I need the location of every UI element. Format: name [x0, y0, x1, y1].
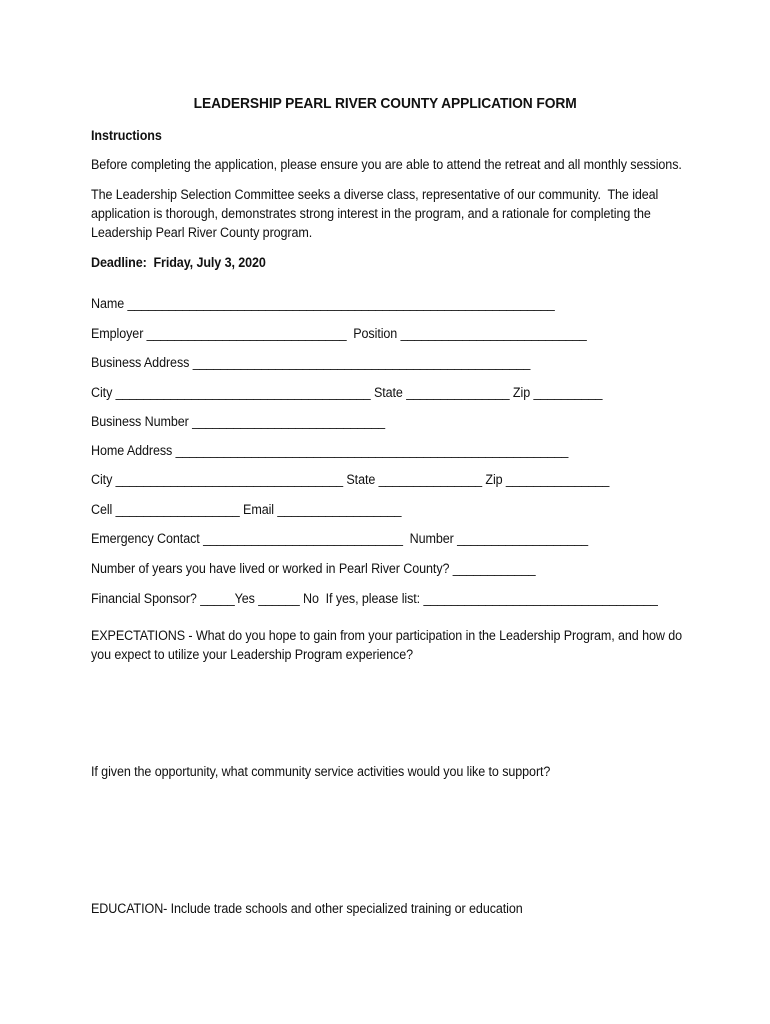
deadline: Deadline: Friday, July 3, 2020 — [91, 255, 266, 270]
business-address-field[interactable]: Business Address _________________________________________________ — [91, 355, 531, 370]
business-number-field[interactable]: Business Number ____________________________ — [91, 414, 385, 429]
city-state-zip-field-2[interactable]: City _________________________________ State _______________ Zip _______________ — [91, 472, 610, 487]
emergency-contact-field[interactable]: Emergency Contact _____________________________ Number ___________________ — [91, 531, 589, 546]
expectations-question-line-1: EXPECTATIONS - What do you hope to gain from your participation in the Leadership Program, and how do — [91, 628, 683, 643]
instructions-paragraph-2-line-3: Leadership Pearl River County program. — [91, 225, 313, 240]
home-address-field[interactable]: Home Address _________________________________________________________ — [91, 443, 569, 458]
instructions-heading: Instructions — [91, 128, 162, 143]
community-service-question: If given the opportunity, what community service activities would you like to support? — [91, 764, 551, 779]
city-state-zip-field-1[interactable]: City _____________________________________ State _______________ Zip __________ — [91, 385, 603, 400]
cell-email-field[interactable]: Cell __________________ Email __________________ — [91, 502, 402, 517]
instructions-paragraph-2-line-2: application is thorough, demonstrates strong interest in the program, and a rationale for completing the — [91, 206, 651, 221]
education-question: EDUCATION- Include trade schools and other specialized training or education — [91, 901, 523, 916]
name-field[interactable]: Name ______________________________________________________________ — [91, 296, 555, 311]
instructions-paragraph-2-line-1: The Leadership Selection Committee seeks a diverse class, representative of our community. The ideal — [91, 187, 659, 202]
instructions-paragraph-1: Before completing the application, please ensure you are able to attend the retreat and all monthly sessions. — [91, 157, 682, 172]
expectations-question-line-2: you expect to utilize your Leadership Program experience? — [91, 647, 414, 662]
employer-position-field[interactable]: Employer _____________________________ Position ___________________________ — [91, 326, 587, 341]
years-lived-field[interactable]: Number of years you have lived or worked in Pearl River County? ____________ — [91, 561, 536, 576]
form-title: LEADERSHIP PEARL RIVER COUNTY APPLICATION FORM — [193, 95, 577, 112]
financial-sponsor-field[interactable]: Financial Sponsor? _____Yes ______ No If yes, please list: __________________________________ — [91, 591, 658, 606]
